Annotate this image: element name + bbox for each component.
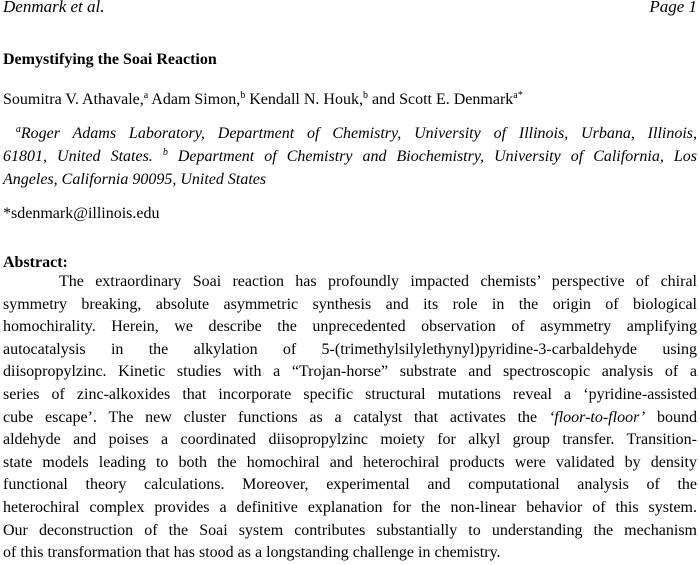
abstract-line: of this transformation that has stood as a longstanding challenge in chemistry. [3,544,501,562]
abstract-line: state models leading to both the homochiral and heterochiral products were validated by density [3,453,697,471]
author-name: Kendall N. Houk, [245,91,363,108]
abstract-line: Our deconstruction of the Soai system contributes substantially to understanding the mechanism [3,521,697,539]
author-affil-mark: a [143,90,149,101]
author-affil-mark: b [362,90,368,101]
abstract-line: autocatalysis in the alkylation of 5-(trimethylsilylethynyl)pyridine-3-carbaldehyde using [3,340,697,358]
abstract-line: aldehyde and poises a coordinated diisopropylzinc moiety for alkyl group transfer. Transition- [3,431,697,449]
abstract-line: cube escape’. The new cluster functions as a catalyst that activates the ‘floor-to-floor’ bound [3,408,698,426]
abstract-line: symmetry breaking, absolute asymmetric synthesis and its role in the origin of biological [3,295,697,313]
author-name: Adam Simon, [148,91,241,108]
abstract-line: homochirality. Herein, we describe the unprecedented observation of asymmetry amplifying [3,318,697,336]
author-affil-mark: b [240,90,246,101]
header-authors: Denmark et al. [3,0,105,16]
abstract-line: series of zinc-alkoxides that incorporate specific structural mutations reveal a ‘pyridine-assisted [3,385,697,403]
affiliation-line: 61801, United States. $^b$ Department of Chemistry and Biochemistry, University of California, Los [3,147,698,165]
affiliations [3,122,697,191]
abstract-body [3,271,697,565]
affil-mark-a: a [15,124,21,135]
affiliation-line: Angeles, California 90095, United States [3,171,267,188]
paper-title: Demystifying the Soai Reaction [3,51,217,68]
author-name: Soumitra V. Athavale, [3,91,144,108]
author-list [3,90,697,110]
header-page-number: Page 1 [649,0,697,16]
author-affil-mark: a* [513,90,523,101]
abstract-line: diisopropylzinc. Kinetic studies with a “Trojan-horse” substrate and spectroscopic analysis of a [3,363,697,381]
affiliation-line: $^a$Roger Adams Laboratory, Department of Chemistry, University of Illinois, Urbana, Illinois, [15,124,698,142]
affil-mark-b: b [162,147,168,158]
abstract-line: functional theory calculations. Moreover, experimental and computational analysis of the [3,476,697,494]
abstract-heading: Abstract: [3,254,68,271]
running-header [3,0,697,18]
abstract-line: The extraordinary Soai reaction has profoundly impacted chemists’ perspective of chiral [59,273,697,290]
corresponding-email: *sdenmark@illinois.edu [3,205,160,222]
author-name: and Scott E. Denmark [367,91,514,108]
italic-term: ‘floor-to-floor’ [548,408,646,426]
abstract-line: heterochiral complex provides a definitive explanation for the non-linear behavior of this system. [3,498,697,516]
